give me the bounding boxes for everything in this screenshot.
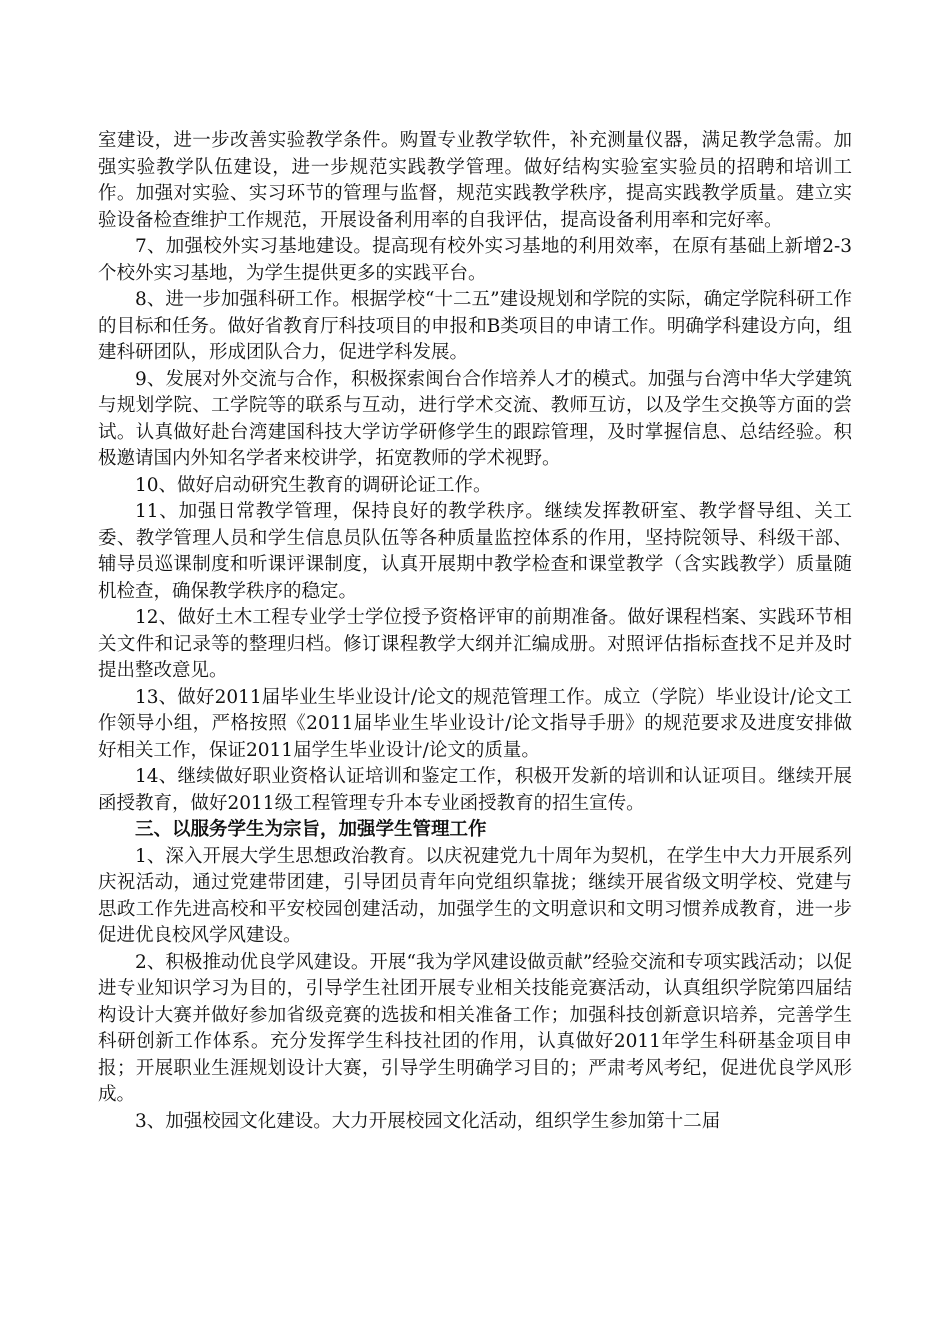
document-page bbox=[98, 128, 852, 1135]
paragraph-item-7: 7、加强校外实习基地建设。提高现有校外实习基地的利用效率，在原有基础上新增2-3个校外实习基地，为学生提供更多的实践平台。 bbox=[98, 236, 852, 284]
paragraph-item-8: 8、进一步加强科研工作。根据学校“十二五”建设规划和学院的实际，确定学院科研工作的目标和任务。做好省教育厅科技项目的申报和B类项目的申请工作。明确学科建设方向，组建科研团队，形成团队合力，促进学科发展。 bbox=[98, 289, 852, 363]
paragraph-item-10: 10、做好启动研究生教育的调研论证工作。 bbox=[135, 474, 492, 496]
paragraph-item-11: 11、加强日常教学管理，保持良好的教学秩序。继续发挥教研室、教学督导组、关工委、教学管理人员和学生信息员队伍等各种质量监控体系的作用，坚持院领导、科级干部、辅导员巡课制度和听课评课制度，认真开展期中教学检查和课堂教学（含实践教学）质量随机检查，确保教学秩序的稳定。 bbox=[98, 501, 852, 602]
paragraph-section3-item-3: 3、加强校园文化建设。大力开展校园文化活动，组织学生参加第十二届 bbox=[135, 1110, 721, 1132]
paragraph-item-14: 14、继续做好职业资格认证培训和鉴定工作，积极开发新的培训和认证项目。继续开展函授教育，做好2011级工程管理专升本专业函授教育的招生宣传。 bbox=[98, 766, 852, 814]
paragraph-item-12: 12、做好土木工程专业学士学位授予资格评审的前期准备。做好课程档案、实践环节相关文件和记录等的整理归档。修订课程教学大纲并汇编成册。对照评估指标查找不足并及时提出整改意见。 bbox=[98, 607, 852, 681]
paragraph-section3-item-2: 2、积极推动优良学风建设。开展“我为学风建设做贡献”经验交流和专项实践活动；以促进专业知识学习为目的，引导学生社团开展专业相关技能竞赛活动，认真组织学院第四届结构设计大赛并做好参加省级竞赛的选拔和相关准备工作；加强科技创新意识培养，完善学生科研创新工作体系。充分发挥学生科技社团的作用，认真做好2011年学生科研基金项目申报；开展职业生涯规划设计大赛，引导学生明确学习目的；严肃考风考纪，促进优良学风形成。 bbox=[98, 951, 852, 1105]
paragraph-1: 室建设，进一步改善实验教学条件。购置专业教学软件，补充测量仪器，满足教学急需。加强实验教学队伍建设，进一步规范实践教学管理。做好结构实验室实验员的招聘和培训工作。加强对实验、实习环节的管理与监督，规范实践教学秩序，提高实践教学质量。建立实验设备检查维护工作规范，开展设备利用率的自我评估，提高设备利用率和完好率。 bbox=[98, 130, 852, 231]
paragraph-item-13: 13、做好2011届毕业生毕业设计/论文的规范管理工作。成立（学院）毕业设计/论文工作领导小组，严格按照《2011届毕业生毕业设计/论文指导手册》的规范要求及进度安排做好相关工作，保证2011届学生毕业设计/论文的质量。 bbox=[98, 686, 852, 761]
section-heading-3: 三、以服务学生为宗旨，加强学生管理工作 bbox=[135, 819, 487, 840]
paragraph-section3-item-1: 1、深入开展大学生思想政治教育。以庆祝建党九十周年为契机，在学生中大力开展系列庆祝活动，通过党建带团建，引导团员青年向党组织靠拢；继续开展省级文明学校、党建与思政工作先进高校和平安校园创建活动，加强学生的文明意识和文明习惯养成教育，进一步促进优良校风学风建设。 bbox=[98, 845, 852, 946]
paragraph-item-9: 9、发展对外交流与合作，积极探索闽台合作培养人才的模式。加强与台湾中华大学建筑与规划学院、工学院等的联系与互动，进行学术交流、教师互访，以及学生交换等方面的尝试。认真做好赴台湾建国科技大学访学研修学生的跟踪管理，及时掌握信息、总结经验。积极邀请国内外知名学者来校讲学，拓宽教师的学术视野。 bbox=[98, 368, 852, 469]
